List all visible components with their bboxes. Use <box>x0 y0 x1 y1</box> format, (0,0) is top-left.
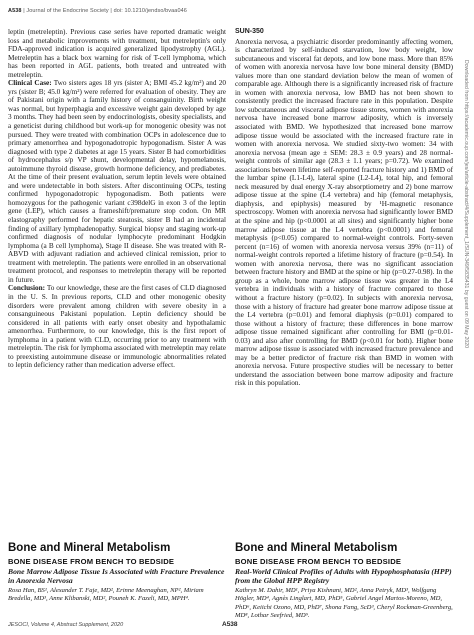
header-separator: | <box>110 8 114 14</box>
left-column <box>8 28 226 370</box>
download-notice: Downloaded from https://academic.oup.com/jes/article-abstract/4/Supplement_1/SUN-349/5835431 by guest on 09 May 2020 <box>463 60 469 349</box>
left-section-title: Bone and Mineral Metabolism <box>8 542 171 554</box>
abstract-text: Anorexia nervosa, a psychiatric disorder predominantly affecting women, is characterized by self-induced starvation, low body weight, low subcutaneous and visceral fat depots, and low bone mass. More than 85% of women with anorexia nervosa have low bone mineral density (BMD) values more than one standard deviation below the mean of women of comparable age. Although there is a significantly increased risk of fracture in women with anorexia nervosa, low BMD has not been shown to consistently predict the increased fracture rate in this population. Despite low subcutaneous and visceral adipose tissue stores, women with anorexia nervosa have increased bone marrow adiposity, which is inversely associated with BMD. We hypothesized that increased bone marrow adipose tissue would be associated with the increased fracture rate in women with anorexia nervosa. We studied sixty-two women: 34 with anorexia nervosa (mean age ± SEM: 28.3 ± 0.9 years) and 28 normal-weight controls of similar age (28.3 ± 1.1 years; p=0.72). We examined associations between lifetime self-reported fracture history and 1) BMD of the lumbar spine (L1-L4), lateral spine (L2-L4), total hip, and femoral neck measured by dual energy X-ray absorptiometry and 2) bone marrow adipose tissue at the spine (L4 vertebra) and hip (femoral metaphysis, diaphysis, and epiphysis) measured by ¹H-magnetic resonance spectroscopy. Women with anorexia nervosa had significantly lower BMD at the spine and hip (p<0.0001 at all sites) and significantly higher bone marrow adipose tissue at the L4 vertebra (p<0.0001) and femoral metaphysis (p<0.05) compared to normal-weight controls. Forty-seven percent (n=16) of women with anorexia nervosa versus 39% (n=11) of normal-weight controls reported a lifetime history of fracture (p=0.54). In women with anorexia nervosa, there was no significant association between fracture history and BMD at the spine or hip (p=0.27-0.98). In the group as a whole, bone marrow adipose tissue was greater in the L4 vertebra in individuals with a history of fracture compared to those without a fracture history (p=0.02). In subjects with anorexia nervosa, those with a history of fracture had greater bone marrow adipose tissue at the L4 vertebra (p=0.01) and femoral diaphysis (p=0.01) compared to those without a history of fracture; these differences in bone marrow adipose tissue remained significant after controlling for BMI (p=0.01-0.03) and also after controlling for BMD (p<0.01 for both). Higher bone marrow adipose tissue is associated with increased fracture prevalence and may be a better predictor of fracture risk than BMD in women with anorexia nervosa. Future prospective studies will be necessary to better understand the association between bone marrow adiposity and fracture risk in this population. <box>235 37 453 388</box>
running-header <box>8 8 308 14</box>
download-sidebar <box>461 60 471 620</box>
session-id: SUN-350 <box>235 28 264 35</box>
header-journal: Journal of the Endocrine Society <box>26 8 109 14</box>
conclusion-paragraph <box>8 284 226 369</box>
right-section-title: Bone and Mineral Metabolism <box>235 542 398 554</box>
left-article-title: Bone Marrow Adipose Tissue Is Associated with Fracture Prevalence in Anorexia Nervosa <box>8 567 225 586</box>
clinical-case-label: Clinical Case: <box>8 79 52 88</box>
footer-journal: JESOCI, Volume 4, Abstract Supplement, 2020 <box>8 622 124 628</box>
intro-paragraph: leptin (metreleptin). Previous case series have reported dramatic weight loss and metabolic improvements with treatment, but metreleptin's only FDA-approved indication is acquired generalized lipodystrophy (AGL). Metreleptin has a black box warning for risk of T-cell lymphoma, which has been reported in AGL patients, both treated and untreated with metreleptin. <box>8 28 226 79</box>
conclusion-label: Conclusion: <box>8 284 46 293</box>
header-page-number: A538 <box>8 8 22 14</box>
right-article-title: Real-World Clinical Profiles of Adults with Hypophosphatasia (HPP) from the Global HPP Registry <box>235 567 452 586</box>
header-doi: doi: 10.1210/jendso/bvaa046 <box>113 8 187 14</box>
header-separator: | <box>23 8 27 14</box>
footer-page-number: A538 <box>222 621 238 628</box>
left-section-subtitle: BONE DISEASE FROM BENCH TO BEDSIDE <box>8 557 175 566</box>
clinical-case-paragraph <box>8 79 226 284</box>
clinical-case-text: Two sisters ages 18 yrs (sister A; BMI 45.2 kg/m²) and 20 yrs (sister B; 45.0 kg/m²) were referred for evaluation of obesity. They are of Pakistani origin with a family history of consanguinity. Birth weight was normal, but hyperphagia and excessive weight gain developed by age 3 months. They had been seen by endocrinologists, obesity specialists, and a geneticist during childhood but work-up for monogenic obesity was not pursued. They were treated with combination OCPs in adolescence due to primary amenorrhea and hypogonadotropic hypogonadism. Sister A was diagnosed with type 2 diabetes at age 15 years. Sister B had comorbidities of hydrocephalus s/p VP shunt, developmental delay, hypomelanosis, autoimmune thyroid disease, growth hormone deficiency, and prediabetes. At the time of their present evaluation, serum leptin levels were obtained and were undetectable in both sisters. After discontinuing OCPs, testing confirmed hypogonadotropic hypogonadism. Both patients were homozygous for the pathogenic variant c398delG in exon 3 of the leptin gene (LEP), which causes a frameshift/premature stop codon. On MR elastography performed for hepatic steatosis, sister B had an incidental finding of axillary lymphadenopathy. Surgical biopsy and staging work-up confirmed diagnosis of nodular lymphocyte predominant Hodgkin lymphoma (a B cell lymphoma), Stage II disease. She was treated with R-ABVD with adjuvant radiation and achieved clinical remission, prior to treatment with metreleptin. The patients were enrolled in an observational treatment protocol, and responses to metreleptin therapy will be reported in future. <box>8 79 226 284</box>
left-article-authors: Rosa Han, BS¹, Alexander T. Faje, MD², Erinne Meenaghan, NP², Miriam Bredella, MD³, Anne Klibanski, MD², Pouneh K. Fazeli, MD, MPH⁴. <box>8 587 204 603</box>
right-column <box>235 28 453 388</box>
right-article-authors: Kathryn M. Dahir, MD¹, Priya Kishnani, MD², Anna Petryk, MD³, Wolfgang Högler, MD⁴, Agnès Linglart, MD, PhD⁵, Gabriel Angel Martos-Moreno, MD, PhD⁶, Keiichi Ozono, MD, PhD⁷, Shona Fang, ScD³, Cheryl Rockman-Greenberg, MD⁸, Lothar Seefried, MD⁹. <box>235 587 453 619</box>
conclusion-text: To our knowledge, these are the first cases of CLD diagnosed in the U. S. In previous reports, CLD and other monogenic obesity disorders were prevalent among children with severe obesity in a consanguineous Pakistani population. Leptin deficiency should be considered in all patients with early onset obesity and hypothalamic amenorrhea. Furthermore, to our knowledge, this is the first report of lymphoma in a patient with CLD, occurring prior to any treatment with metreleptin. The risk for lymphoma associated with metreleptin may relate to preexisting autoimmune disease or immunologic abnormalities related to leptin deficiency rather than medication adverse effect. <box>8 284 226 370</box>
right-section-subtitle: BONE DISEASE FROM BENCH TO BEDSIDE <box>235 557 402 566</box>
